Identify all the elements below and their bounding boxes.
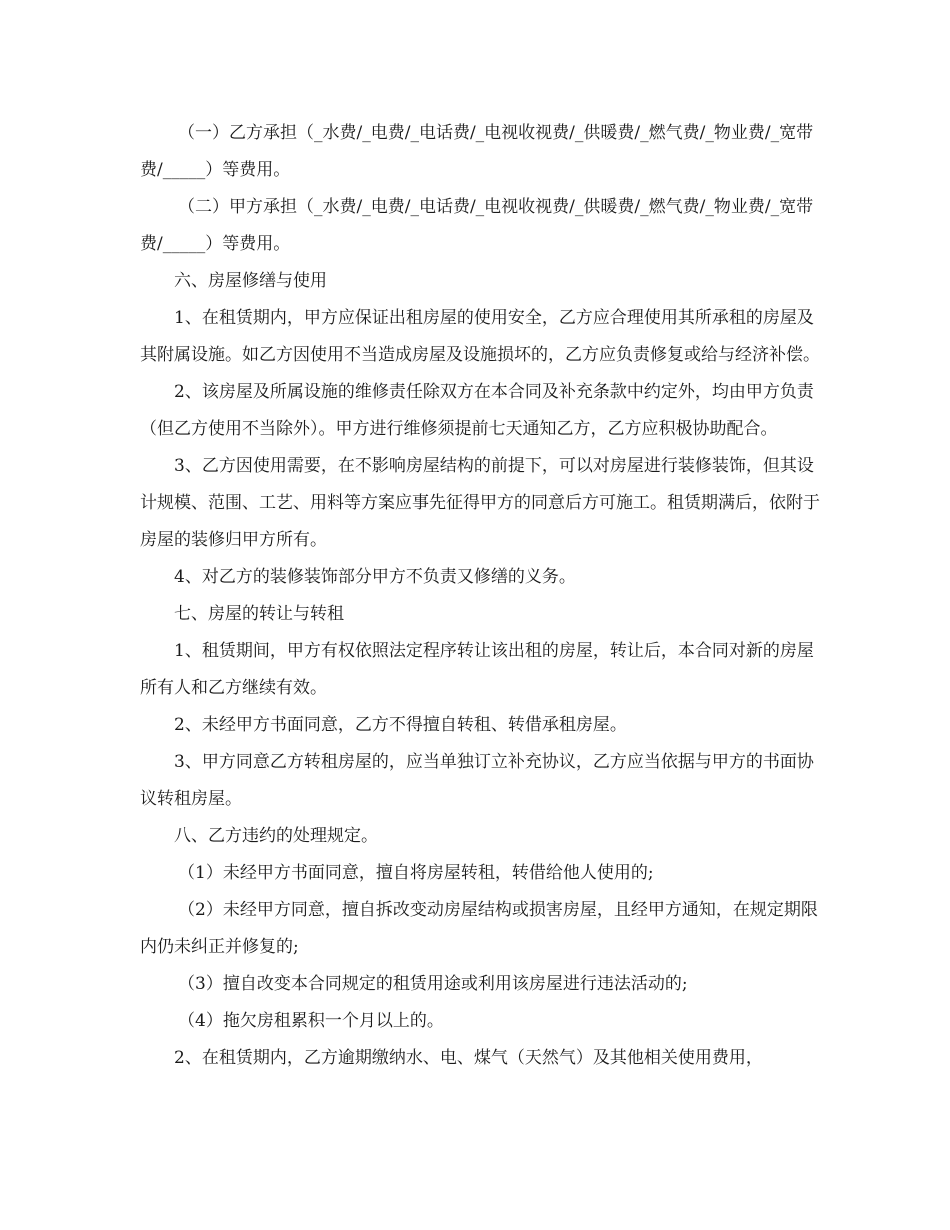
clause-landlord-fees: （二）甲方承担（_水费/_电费/_电话费/_电视收视费/_供暖费/_燃气费/_物业费/_宽带费/_____）等费用。: [140, 197, 814, 254]
breach-item-3: （3）擅自改变本合同规定的租赁用途或利用该房屋进行违法活动的;: [178, 974, 688, 994]
breach-item-1: （1）未经甲方书面同意，擅自将房屋转租，转借给他人使用的;: [178, 863, 654, 883]
breach-item-2: （2）未经甲方同意，擅自拆改变动房屋结构或损害房屋，且经甲方通知，在规定期限内仍未纠正并修复的;: [140, 900, 818, 957]
repair-item-1: 1、在租赁期内，甲方应保证出租房屋的使用安全，乙方应合理使用其所承租的房屋及其附属设施。如乙方因使用不当造成房屋及设施损坏的，乙方应负责修复或给与经济补偿。: [140, 308, 820, 365]
section-heading-transfer: 七、房屋的转让与转租: [174, 604, 344, 624]
repair-item-3: 3、乙方因使用需要，在不影响房屋结构的前提下，可以对房屋进行装修装饰，但其设计规模、范围、工艺、用料等方案应事先征得甲方的同意后方可施工。租赁期满后，依附于房屋的装修归甲方所有。: [140, 456, 820, 550]
breach-clause-2: 2、在租赁期内，乙方逾期缴纳水、电、煤气（天然气）及其他相关使用费用，: [174, 1048, 763, 1068]
document-body: [140, 115, 820, 1077]
section-heading-repair: 六、房屋修缮与使用: [174, 271, 327, 291]
repair-item-4: 4、对乙方的装修装饰部分甲方不负责又修缮的义务。: [174, 567, 576, 587]
breach-item-4: （4）拖欠房租累积一个月以上的。: [178, 1011, 444, 1031]
clause-tenant-fees: （一）乙方承担（_水费/_电费/_电话费/_电视收视费/_供暖费/_燃气费/_物业费/_宽带费/_____）等费用。: [140, 123, 814, 180]
transfer-item-2: 2、未经甲方书面同意，乙方不得擅自转租、转借承租房屋。: [174, 715, 627, 735]
repair-item-2: 2、该房屋及所属设施的维修责任除双方在本合同及补充条款中约定外，均由甲方负责（但乙方使用不当除外）。甲方进行维修须提前七天通知乙方，乙方应积极协助配合。: [140, 382, 814, 439]
transfer-item-3: 3、甲方同意乙方转租房屋的，应当单独订立补充协议，乙方应当依据与甲方的书面协议转租房屋。: [140, 752, 814, 809]
transfer-item-1: 1、租赁期间，甲方有权依照法定程序转让该出租的房屋，转让后，本合同对新的房屋所有人和乙方继续有效。: [140, 641, 814, 698]
section-heading-breach: 八、乙方违约的处理规定。: [174, 826, 378, 846]
